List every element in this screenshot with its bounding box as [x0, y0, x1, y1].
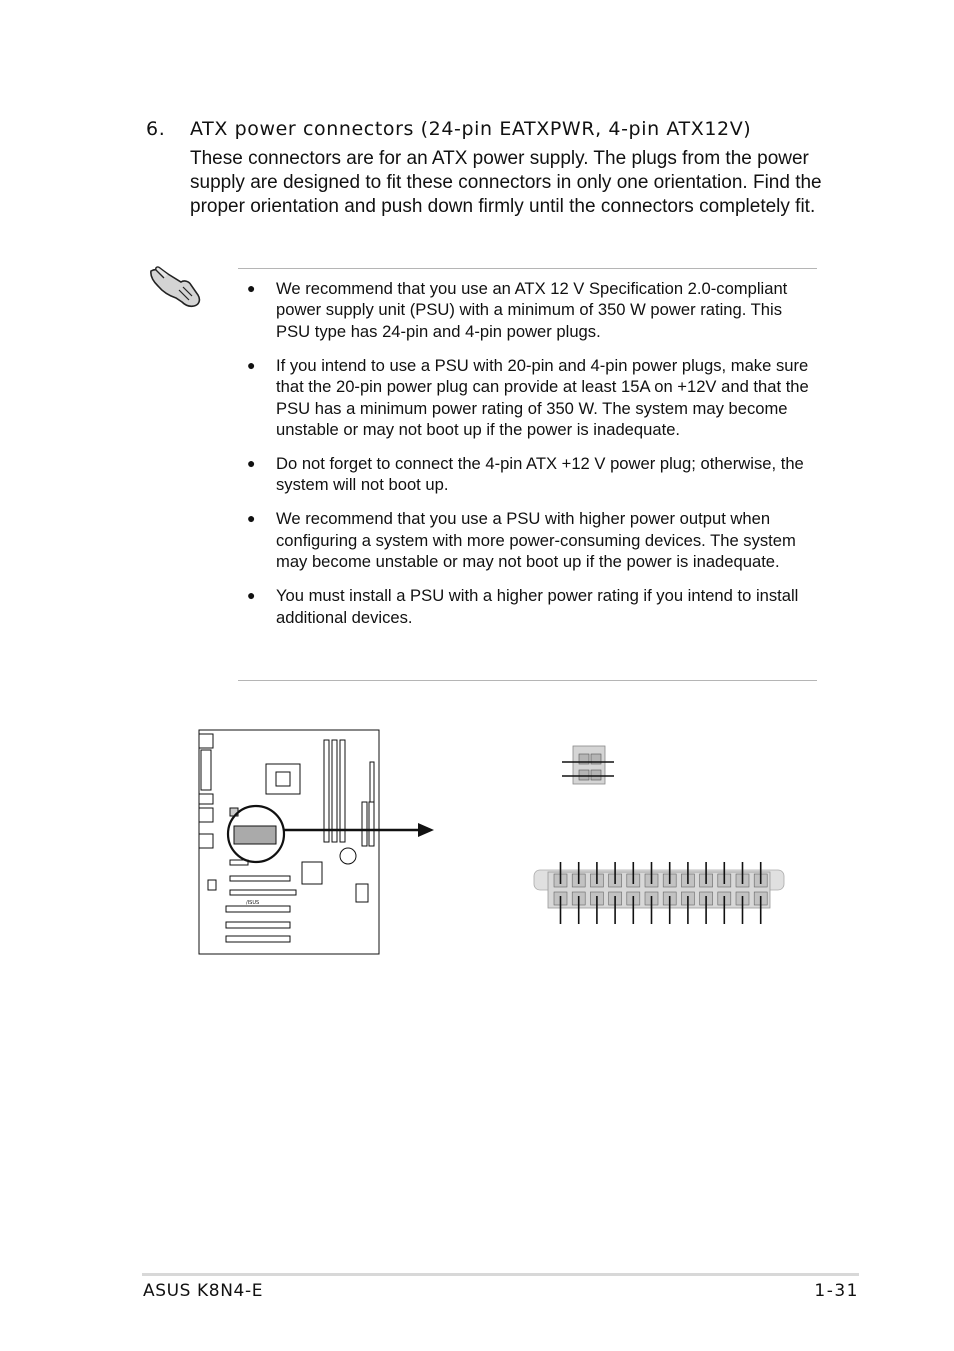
- note-text: Do not forget to connect the 4-pin ATX +12 V power plug; otherwise, the system will not boot up.: [276, 454, 804, 495]
- note-list: [238, 278, 817, 641]
- bullet-icon: ●: [247, 587, 256, 604]
- note-item: [238, 585, 817, 628]
- bullet-icon: ●: [247, 280, 256, 296]
- section-heading: [146, 118, 751, 140]
- motherboard-layout: [199, 730, 379, 954]
- note-item: [238, 278, 817, 342]
- board-connector-highlight: [228, 806, 284, 862]
- board-logo: /ISUS: [246, 900, 260, 906]
- bullet-icon: ●: [247, 455, 256, 472]
- connector-diagram: [190, 720, 800, 970]
- footer-rule: [142, 1273, 859, 1276]
- note-text: You must install a PSU with a higher power rating if you intend to install additional devices.: [276, 586, 799, 627]
- pointer-arrow: [284, 823, 434, 837]
- note-item: [238, 508, 817, 572]
- note-text: We recommend that you use an ATX 12 V Specification 2.0-compliant power supply unit (PSU) with a minimum of 350 W power rating. This PSU type has 24-pin and 4-pin power plugs.: [276, 279, 788, 341]
- note-text: We recommend that you use a PSU with higher power output when configuring a system with more power-consuming devices. The system may become unstable or may not boot up if the power is inadequate.: [276, 509, 796, 572]
- bullet-icon: ●: [247, 356, 256, 373]
- section-title: ATX power connectors (24-pin EATXPWR, 4-pin ATX12V): [190, 118, 752, 140]
- note-box: [238, 268, 817, 681]
- atx12v-4pin-connector: [562, 746, 614, 784]
- eatxpwr-24pin-connector: [534, 862, 784, 924]
- bullet-icon: ●: [247, 510, 256, 527]
- note-item: [238, 453, 817, 496]
- pointing-hand-icon: [148, 262, 204, 308]
- section-intro: These connectors are for an ATX power supply. The plugs from the power supply are designed to fit these connectors in only one orientation. Find the proper orientation and push down firmly until the connectors completely fit.: [190, 148, 822, 218]
- note-text: If you intend to use a PSU with 20-pin and 4-pin power plugs, make sure that the 20-pin power plug can provide at least 15A on +12V and that the PSU has a minimum power rating of 350 W. The system may become unstable or may not boot up if the power is inadequate.: [276, 355, 809, 440]
- footer-product: ASUS K8N4-E: [143, 1281, 264, 1301]
- footer-page-number: 1-31: [814, 1281, 859, 1301]
- section-number: 6.: [146, 118, 166, 140]
- note-item: [238, 355, 817, 441]
